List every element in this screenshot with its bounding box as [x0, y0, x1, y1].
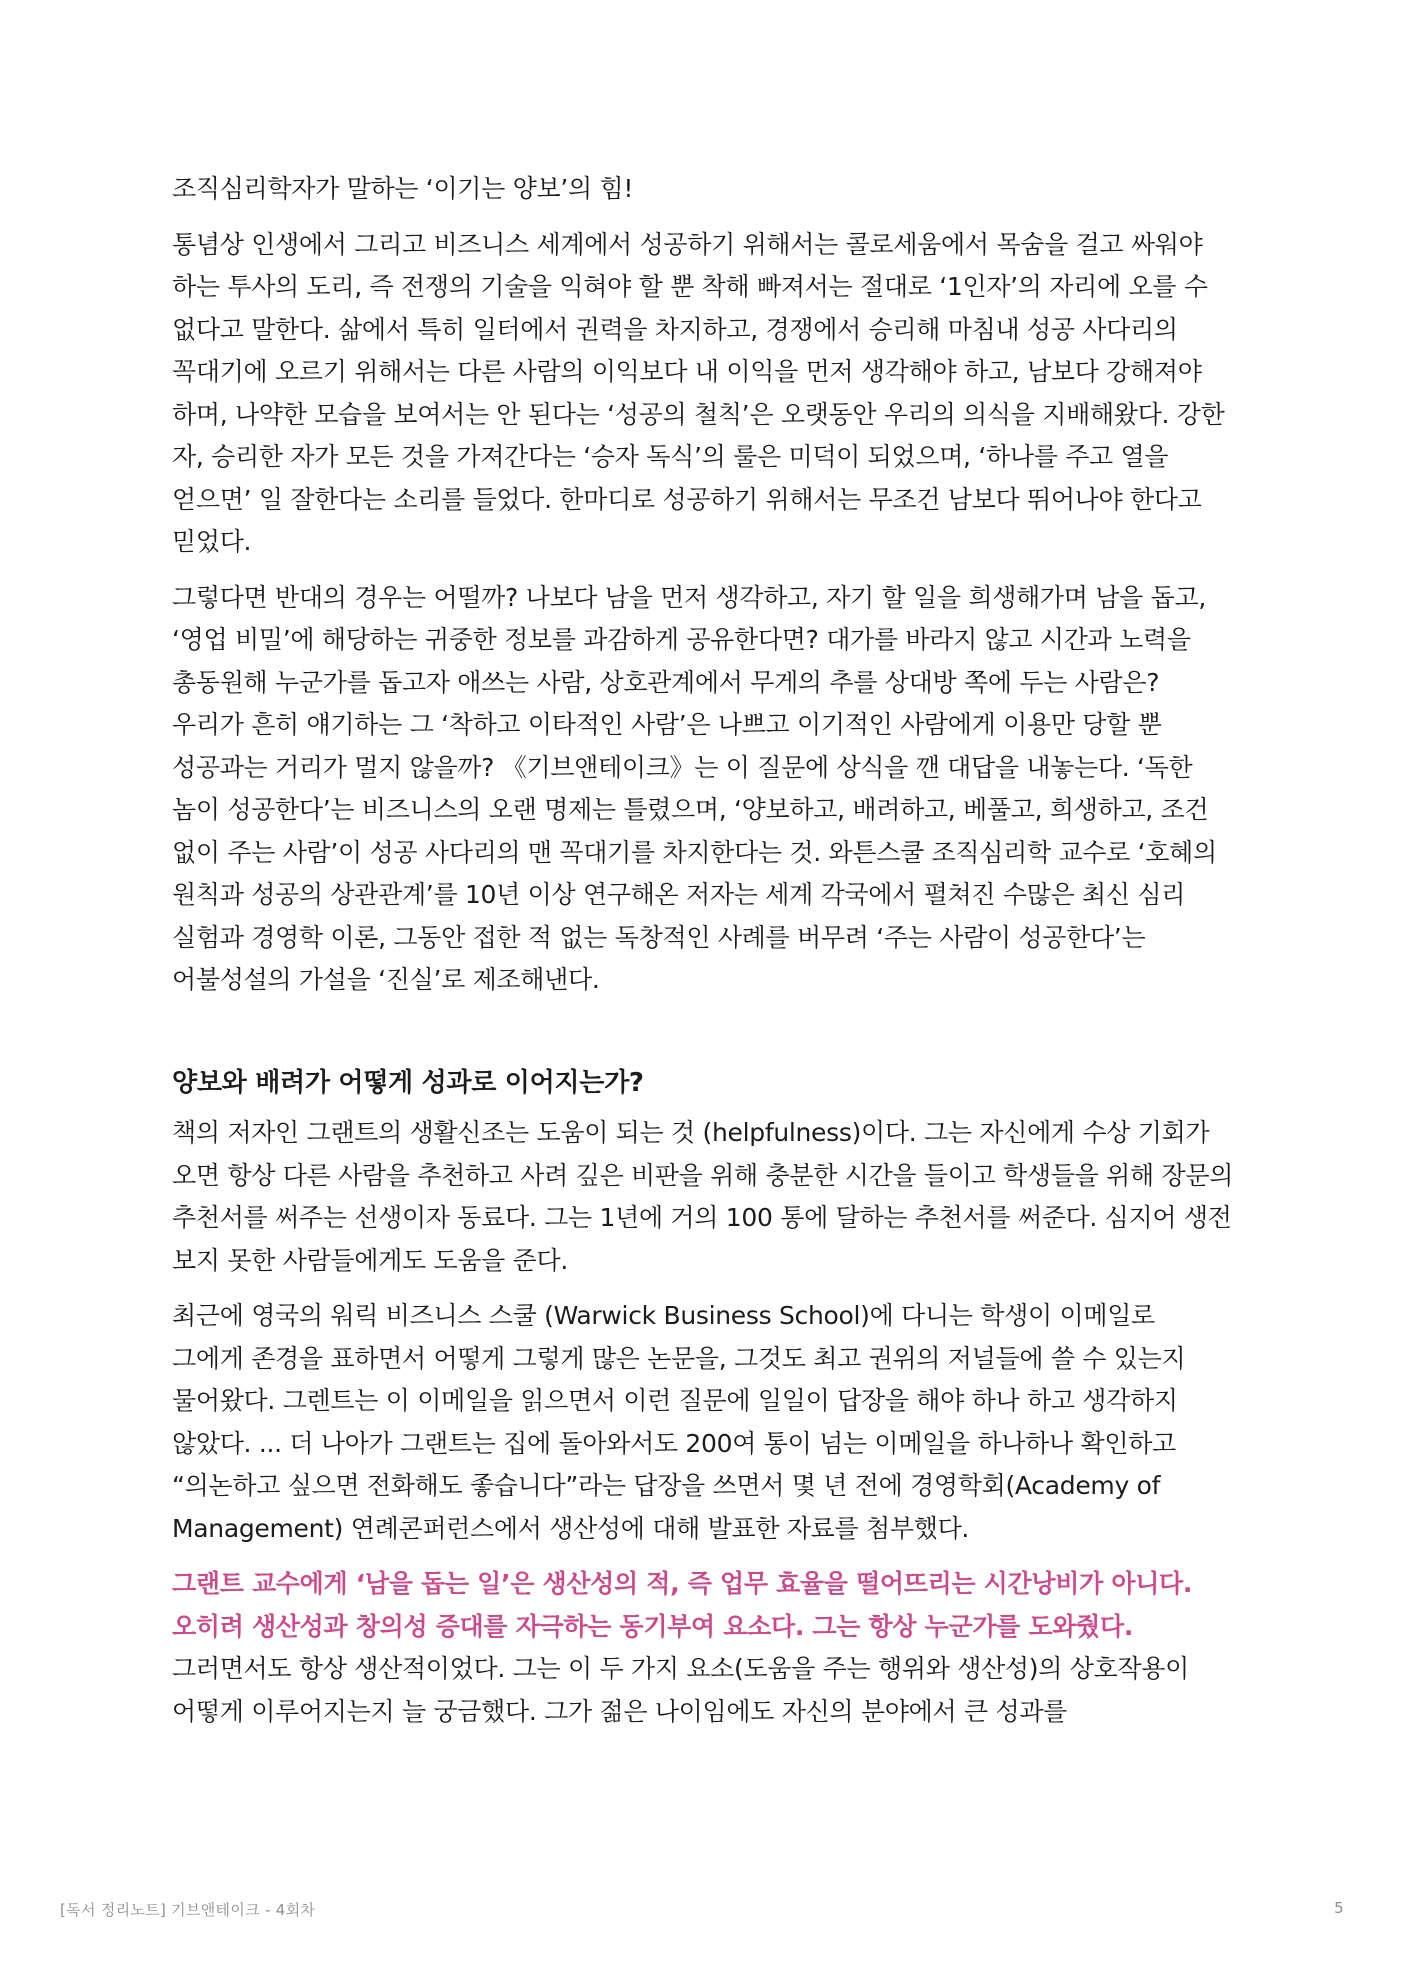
highlighted-text: 그랜트 교수에게 ‘남을 돕는 일’은 생산성의 적, 즉 업무 효율을 떨어뜨리는 시간낭비가 아니다. 오히려 생산성과 창의성 증대를 자극하는 동기부여 요소다. 그는 항상 누군가를 도와줬다. — [172, 1569, 1193, 1641]
page-number: 5 — [1334, 1899, 1344, 1917]
document-body — [172, 168, 1234, 1746]
body-paragraph: 통념상 인생에서 그리고 비즈니스 세계에서 성공하기 위해서는 콜로세움에서 목숨을 걸고 싸워야 하는 투사의 도리, 즉 전쟁의 기술을 익혀야 할 뿐 착해 빠져서는 절대로 ‘1인자’의 자리에 오를 수 없다고 말한다. 삶에서 특히 일터에서 권력을 차지하고, 경쟁에서 승리해 마침내 성공 사다리의 꼭대기에 오르기 위해서는 다른 사람의 이익보다 내 이익을 먼저 생각해야 하고, 남보다 강해져야 하며, 나약한 모습을 보여서는 안 된다는 ‘성공의 철칙’은 오랫동안 우리의 의식을 지배해왔다. 강한 자, 승리한 자가 모든 것을 가져간다는 ‘승자 독식’의 룰은 미덕이 되었으며, ‘하나를 주고 열을 얻으면’ 일 잘한다는 소리를 들었다. 한마디로 성공하기 위해서는 무조건 남보다 뛰어나야 한다고 믿었다. — [172, 229, 1225, 556]
body-paragraph: 그렇다면 반대의 경우는 어떨까? 나보다 남을 먼저 생각하고, 자기 할 일을 희생해가며 남을 돕고, ‘영업 비밀’에 해당하는 귀중한 정보를 과감하게 공유한다면? 대가를 바라지 않고 시간과 노력을 총동원해 누군가를 돕고자 애쓰는 사람, 상호관계에서 무게의 추를 상대방 쪽에 두는 사람은? 우리가 흔히 얘기하는 그 ‘착하고 이타적인 사람’은 나쁘고 이기적인 사람에게 이용만 당할 뿐 성공과는 거리가 멀지 않을까? 《기브앤테이크》는 이 질문에 상식을 깬 대답을 내놓는다. ‘독한 놈이 성공한다’는 비즈니스의 오랜 명제는 틀렸으며, ‘양보하고, 배려하고, 베풀고, 희생하고, 조건 없이 주는 사람’이 성공 사다리의 맨 꼭대기를 차지한다는 것. 와튼스쿨 조직심리학 교수로 ‘호혜의 원칙과 성공의 상관관계’를 10년 이상 연구해온 저자는 세계 각국에서 펼쳐진 수많은 최신 심리 실험과 경영학 이론, 그동안 접한 적 없는 독창적인 사례를 버무려 ‘주는 사람이 성공한다’는 어불성설의 가설을 ‘진실’로 제조해낸다. — [172, 582, 1217, 994]
footer-title: [독서 정리노트] 기브앤테이크 - 4회차 — [60, 1901, 316, 1919]
final-paragraph-text: 그러면서도 항상 생산적이었다. 그는 이 두 가지 요소(도움을 주는 행위와 생산성)의 상호작용이 어떻게 이루어지는지 늘 궁금했다. 그가 젊은 나이임에도 자신의 분야에서 큰 성과를 — [172, 1654, 1189, 1726]
final-paragraph — [172, 1563, 1234, 1733]
body-paragraph: 책의 저자인 그랜트의 생활신조는 도움이 되는 것 (helpfulness)이다. 그는 자신에게 수상 기회가 오면 항상 다른 사람을 추천하고 사려 깊은 비판을 위해 충분한 시간을 들이고 학생들을 위해 장문의 추천서를 써주는 선생이자 동료다. 그는 1년에 거의 100 통에 달하는 추천서를 써준다. 심지어 생전 보지 못한 사람들에게도 도움을 준다. — [172, 1118, 1234, 1275]
section-heading: 양보와 배려가 어떻게 성과로 이어지는가? — [172, 1067, 644, 1098]
intro-line: 조직심리학자가 말하는 ‘이기는 양보’의 힘! — [172, 174, 634, 203]
body-paragraph: 최근에 영국의 워릭 비즈니스 스쿨 (Warwick Business School)에 다니는 학생이 이메일로 그에게 존경을 표하면서 어떻게 그렇게 많은 논문을, 그것도 최고 권위의 저널들에 쓸 수 있는지 물어왔다. 그렌트는 이 이메일을 읽으면서 이런 질문에 일일이 답장을 해야 하나 하고 생각하지 않았다. ... 더 나아가 그랜트는 집에 돌아와서도 200여 통이 넘는 이메일을 하나하나 확인하고 “의논하고 싶으면 전화해도 좋습니다”라는 답장을 쓰면서 몇 년 전에 경영학회(Academy of Management) 연례콘퍼런스에서 생산성에 대해 발표한 자료를 첨부했다. — [172, 1301, 1186, 1543]
